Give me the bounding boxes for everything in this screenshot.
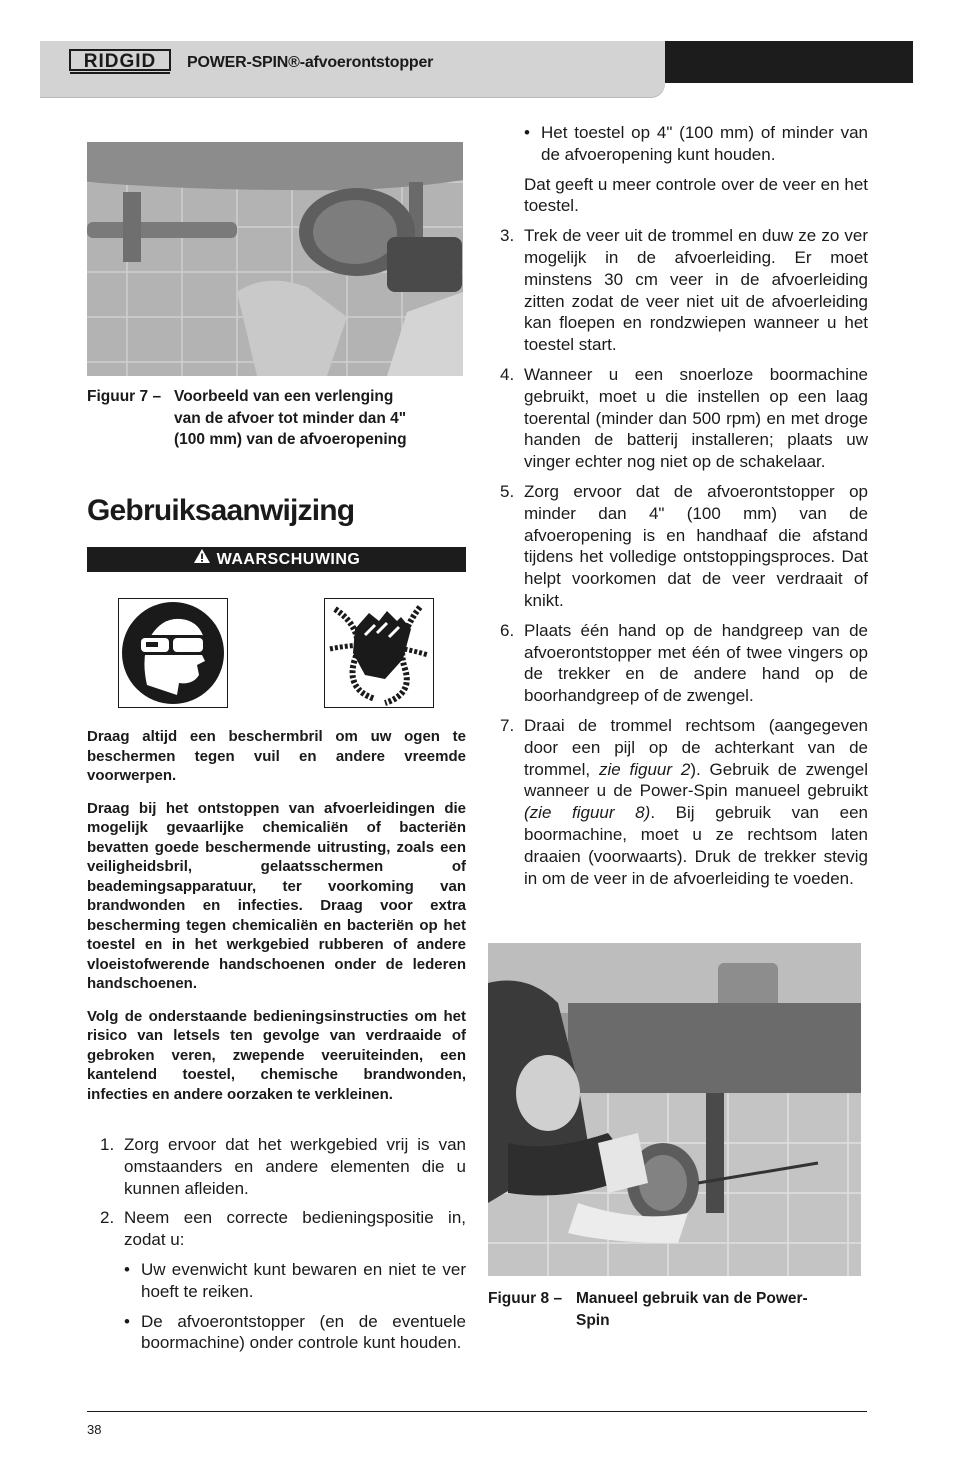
bullet-dot: • [524,123,530,142]
logo-text: RIDGID [83,51,157,72]
safety-glasses-icon [118,598,228,708]
list-item [100,1207,466,1251]
warning-paragraph-1: Draag altijd een beschermbril om uw ogen te beschermen tegen vuil en andere vreemde voorwerpen. [87,728,466,784]
bullet-text: Het toestel op 4" (100 mm) of minder van de afvoeropening kunt houden. [541,123,868,164]
step-text: Wanneer u een snoerloze boormachine gebruikt, moet u die instellen op een laag toerental (minder dan 500 rpm) en met droge handen de batterij installeren; plaats uw vinger echter nog niet op de schakelaar. [524,364,868,472]
bullet-item [124,1259,466,1303]
figure7-photo [87,142,463,376]
ridgid-logo [69,48,171,76]
step-number: 4. [500,364,515,384]
warning-paragraph-3: Volg de onderstaande bedieningsinstructies om het risico van letsels ten gevolge van verdraaide of gebroken veren, zwepende veeruiteinden, een kantelend toestel, chemische brandwonden, infecties en andere oorzaken te verkleinen. [87,1007,466,1103]
step-text: Zorg ervoor dat het werkgebied vrij is van omstaanders en andere elementen die u kunnen afleiden. [124,1135,466,1198]
bullet-item [124,1311,466,1355]
figure8-line-1: Manueel gebruik van de Power- [576,1290,808,1307]
step7-text-1: Draai de trommel rechtsom (aangegeven door een pijl op de achterkant van de trommel, [524,715,868,779]
control-note: Dat geeft u meer controle over de veer en het toestel. [524,174,868,216]
figure8-reference: (zie figuur 8) [524,803,651,823]
figure2-reference: zie figuur 2 [598,759,691,779]
bullet-item [524,122,868,166]
bullet-dot: • [124,1311,130,1331]
figure7-label: Figuur 7 – [87,388,162,405]
list-item [500,364,868,473]
warning-banner [87,547,466,572]
warning-label: WAARSCHUWING [216,551,361,568]
list-item [500,225,868,356]
step7-text-2: ). Gebruik de zwengel wanneer u de Power-Spin manueel gebruikt [524,759,868,801]
left-column [87,142,466,451]
figure8-caption [488,1288,868,1331]
hand-entanglement-icon [324,598,434,708]
figure8-label: Figuur 8 – [488,1290,563,1307]
step-number: 6. [500,620,515,640]
step-number: 7. [500,715,515,735]
list-item [100,1134,466,1199]
warning-triangle-icon [193,547,211,572]
right-column [500,122,868,889]
step-number: 3. [500,226,515,246]
steps-left [100,1134,466,1354]
step-number: 1. [100,1135,115,1154]
figure7-line-1: Voorbeeld van een verlenging [174,388,394,405]
step-number: 5. [500,481,515,501]
step-text: Plaats één hand op de handgreep van de afvoerontstopper met één of twee vingers op de trekker en de andere hand op de boorhandgreep of de zwengel. [524,620,868,706]
list-item [500,481,868,612]
step7-text-3: . Bij gebruik van een boormachine, moet u ze rechtsom laten draaien (voorwaarts). Druk de trekker stevig in om de veer in de afvoerleiding te voeden. [524,803,868,888]
bullet-text: De afvoerontstopper (en de eventuele boormachine) onder controle kunt houden. [141,1311,466,1353]
footer-rule [87,1411,867,1412]
figure7-line-3: (100 mm) van de afvoeropening [174,431,407,448]
figure7-caption [87,386,466,451]
document-title: POWER-SPIN®-afvoerontstopper [187,54,434,71]
figure8-line-2: Spin [576,1311,610,1329]
figure7-line-2: van de afvoer tot minder dan 4" [174,409,407,427]
list-item [500,620,868,707]
bullet-dot: • [124,1259,130,1279]
step-number: 2. [100,1208,115,1228]
bullet-text: Uw evenwicht kunt bewaren en niet te ver hoeft te reiken. [141,1259,466,1301]
step-text: Zorg ervoor dat de afvoerontstopper op minder dan 4" (100 mm) van de afvoeropening is en handhaaf die afstand tijdens het volledige ontstoppingsproces. Dat helpt voorkomen dat de veer verdraait of knikt. [524,481,868,610]
list-item [500,715,868,889]
step-text: Neem een correcte bedieningspositie in, zodat u: [124,1208,466,1250]
header-black-block [665,41,913,83]
step-text: Trek de veer uit de trommel en duw ze zo ver mogelijk in de afvoerleiding. Er moet minstens 30 cm veer in de afvoerleiding zitten zodat de veer niet uit de afvoerleiding kan floepen en rondzwiepen wanneer u het toestel start. [524,226,868,355]
warning-text-block [87,727,466,1104]
page-number: 38 [87,1422,102,1437]
figure8-photo [488,943,861,1276]
warning-paragraph-2: Draag bij het ontstoppen van afvoerleidingen die mogelijk gevaarlijke chemicaliën of bacteriën bevatten goede beschermende uitrusting, zoals een veiligheidsbril, gelaatsschermen of beademingsapparatuur, ter voorkoming van brandwonden en infecties. Draag voor extra bescherming tegen chemicaliën en bacteriën op het toestel en in het werkgebied rubberen of andere vloeistofwerende handschoenen onder de lederen handschoenen. [87,799,466,992]
section-title: Gebruiksaanwijzing [87,494,355,527]
